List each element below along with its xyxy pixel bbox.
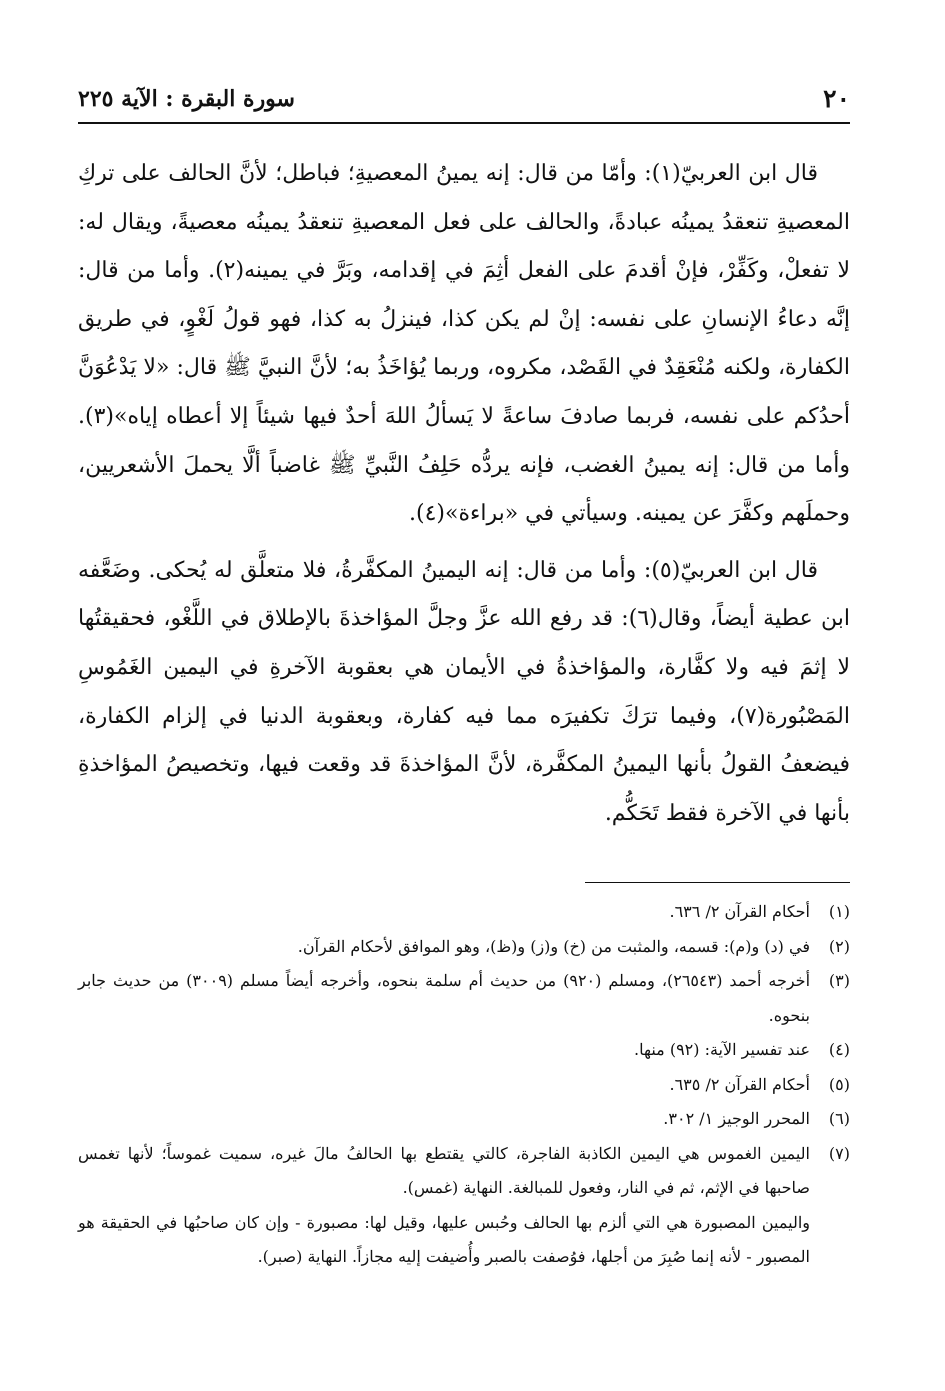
- footnote-item: [78, 930, 850, 965]
- footnote-text: المحرر الوجيز ١/ ٣٠٢.: [663, 1109, 810, 1128]
- footnote-text: أحكام القرآن ٢/ ٦٣٦.: [669, 902, 810, 921]
- footnote-number: (٢): [828, 936, 850, 956]
- footnote-item: [78, 1068, 850, 1103]
- footnote-text: أحكام القرآن ٢/ ٦٣٥.: [669, 1074, 810, 1094]
- footnote-number: (٥): [828, 1074, 850, 1094]
- footnote-separator: [585, 882, 850, 883]
- footnote-number: (٧): [828, 1143, 850, 1163]
- footnote-number: (١): [828, 902, 850, 921]
- footnotes: [78, 895, 850, 1275]
- footnote-item: [78, 1137, 850, 1206]
- footnote-text: في (د) و(م): قسمه، والمثبت من (خ) و(ز) و(ظ)، وهو الموافق لأحكام القرآن.: [297, 936, 810, 956]
- footnote-text: اليمين الغموس هي اليمين الكاذبة الفاجرة، كالتي يقتطع بها الحالفُ مالَ غيره، سميت غموساً؛ لأنها تغمس صاحبها في الإثم، ثم في النار، وفعول للمبالغة. النهاية (غمس).: [78, 1143, 810, 1197]
- footnote-number: (٦): [828, 1109, 850, 1128]
- footnote-text: عند تفسير الآية: (٩٢) منها.: [634, 1040, 810, 1059]
- running-title: سورة البقرة : الآية ٢٢٥: [78, 86, 295, 112]
- footnote-number: (٣): [828, 971, 850, 990]
- page-header: [78, 84, 850, 124]
- footnote-item: [78, 964, 850, 1033]
- main-text: [78, 150, 850, 838]
- footnote-text: أخرجه أحمد (٢٦٥٤٣)، ومسلم (٩٢٠) من حديث أم سلمة بنحوه، وأخرجه أيضاً مسلم (٣٠٠٩) من حديث جابر بنحوه.: [78, 971, 811, 1025]
- page-number: ٢٠: [823, 84, 850, 113]
- footnote-item: [78, 1102, 850, 1137]
- paragraph: قال ابن العربيّ(١): وأمّا من قال: إنه يمينُ المعصيةِ؛ فباطل؛ لأنَّ الحالف على تركِ المعصيةِ تنعقدُ يمينُه عبادةً، والحالف على فعل المعصيةِ تنعقدُ يمينُه معصيةً، ويقال له: لا تفعلْ، وكَفِّرْ، فإنْ أقدمَ على الفعل أثِمَ في إقدامه، وبَرَّ في يمينه(٢). وأما من قال: إنَّه دعاءُ الإنسانِ على نفسه: إنْ لم يكن كذا، فينزلُ به كذا، فهو قولُ لَغْوٍ، في طريق الكفارة، ولكنه مُنْعَقِدٌ في القَصْد، مكروه، وربما يُؤاخَذُ به؛ لأنَّ النبيَّ ﷺ قال: «لا يَدْعُوَنَّ أحدُكم على نفسه، فربما صادفَ ساعةً لا يَسألُ اللهَ أحدٌ فيها شيئاً إلا أعطاه إياه»(٣). وأما من قال: إنه يمينُ الغضب، فإنه يردُّه حَلِفُ النَّبيِّ ﷺ غاضباً ألَّا يحملَ الأشعريين، وحملَهم وكفَّرَ عن يمينه. وسيأتي في «براءة»(٤).: [78, 161, 850, 527]
- footnote-item: [78, 895, 850, 930]
- footnote-number: (٤): [828, 1040, 850, 1059]
- footnote-continuation: واليمين المصبورة هي التي ألزم بها الحالف وحُبس عليها، وقيل لها: مصبورة - وإن كان صاحبُها في الحقيقة هو المصبور - لأنه إنما صُبِرَ من أجلها، فوُصفت بالصبر وأُضيفت إليه مجازاً. النهاية (صبر).: [78, 1212, 810, 1266]
- paragraph: قال ابن العربيّ(٥): وأما من قال: إنه اليمينُ المكفَّرةُ، فلا متعلَّق له يُحكى. وضَعَّفه ابن عطية أيضاً، وقال(٦): قد رفع الله عزَّ وجلَّ المؤاخذةَ بالإطلاق في اللَّغْو، فحقيقتُها لا إثمَ فيه ولا كفَّارة، والمؤاخذةُ في الأيمان هي بعقوبة الآخرةِ في اليمين الغَمُوسِ المَصْبُورة(٧)، وفيما ترَكَ تكفيرَه مما فيه كفارة، وبعقوبة الدنيا في إلزام الكفارة، فيضعفُ القولُ بأنها اليمينُ المكفَّرة، لأنَّ المؤاخذةَ قد وقعت فيها، وتخصيصُ المؤاخذةِ بأنها في الآخرة فقط تَحَكُّم.: [78, 557, 850, 826]
- header-rule: [78, 122, 850, 124]
- footnote-item: [78, 1033, 850, 1068]
